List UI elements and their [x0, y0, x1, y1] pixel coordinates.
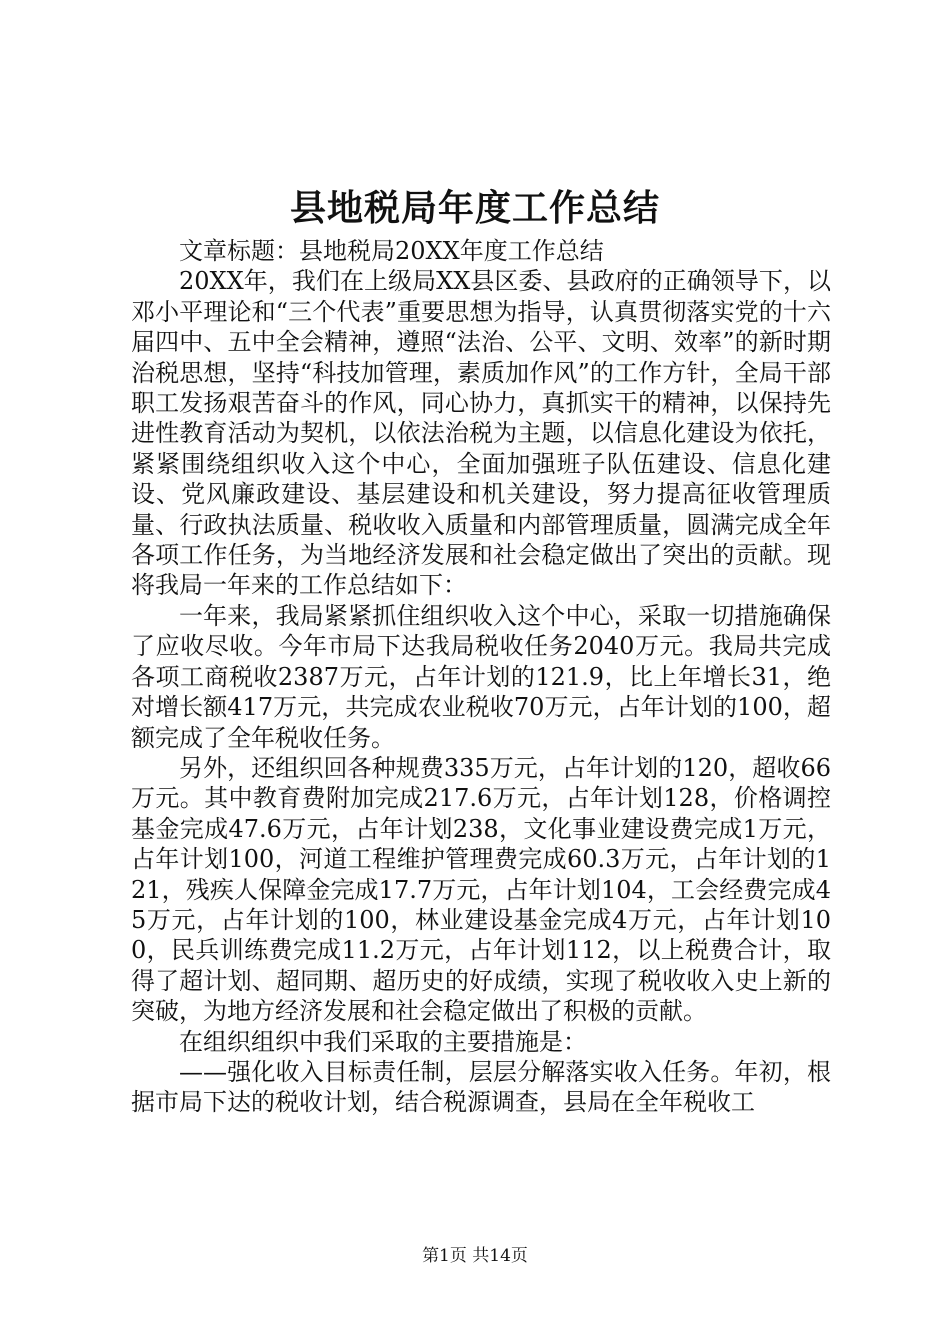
article-title-line: 文章标题：县地税局20XX年度工作总结 [179, 237, 604, 265]
document-title: 县地税局年度工作总结 [289, 187, 660, 229]
page-number-footer: 第1页 共14页 [422, 1246, 528, 1266]
paragraph-measure-1: ——强化收入目标责任制，层层分解落实收入任务。年初，根据市局下达的税收计划，结合税源调查，县局在全年税收工 [131, 1057, 831, 1117]
paragraph-fees: 另外，还组织回各种规费335万元，占年计划的120，超收66万元。其中教育费附加完成217.6万元，占年计划128，价格调控基金完成47.6万元，占年计划238，文化事业建设费完成1万元，占年计划100，河道工程维护管理费完成60.3万元，占年计划的121，残疾人保障金完成17.7万元，占年计划104，工会经费完成45万元，占年计划的100，林业建设基金完成4万元，占年计划100，民兵训练费完成11.2万元，占年计划112，以上税费合计，取得了超计划、超同期、超历史的好成绩，实现了税收收入史上新的突破，为地方经济发展和社会稳定做出了积极的贡献。 [131, 753, 831, 1026]
paragraph-intro: 20XX年，我们在上级局XX县区委、县政府的正确领导下，以邓小平理论和“三个代表”重要思想为指导，认真贯彻落实党的十六届四中、五中全会精神，遵照“法治、公平、文明、效率”的新时期治税思想，坚持“科技加管理，素质加作风”的工作方针，全局干部职工发扬艰苦奋斗的作风，同心协力，真抓实干的精神，以保持先进性教育活动为契机，以依法治税为主题，以信息化建设为依托，紧紧围绕组织收入这个中心，全面加强班子队伍建设、信息化建设、党风廉政建设、基层建设和机关建设，努力提高征收管理质量、行政执法质量、税收收入质量和内部管理质量，圆满完成全年各项工作任务，为当地经济发展和社会稳定做出了突出的贡献。现将我局一年来的工作总结如下： [131, 267, 831, 600]
document-body [131, 236, 831, 1118]
paragraph-tax-revenue: 一年来，我局紧紧抓住组织收入这个中心，采取一切措施确保了应收尽收。今年市局下达我局税收任务2040万元。我局共完成各项工商税收2387万元，占年计划的121.9，比上年增长31，绝对增长额417万元，共完成农业税收70万元，占年计划的100，超额完成了全年税收任务。 [131, 601, 831, 752]
paragraph-measures-heading: 在组织组织中我们采取的主要措施是： [179, 1027, 587, 1056]
